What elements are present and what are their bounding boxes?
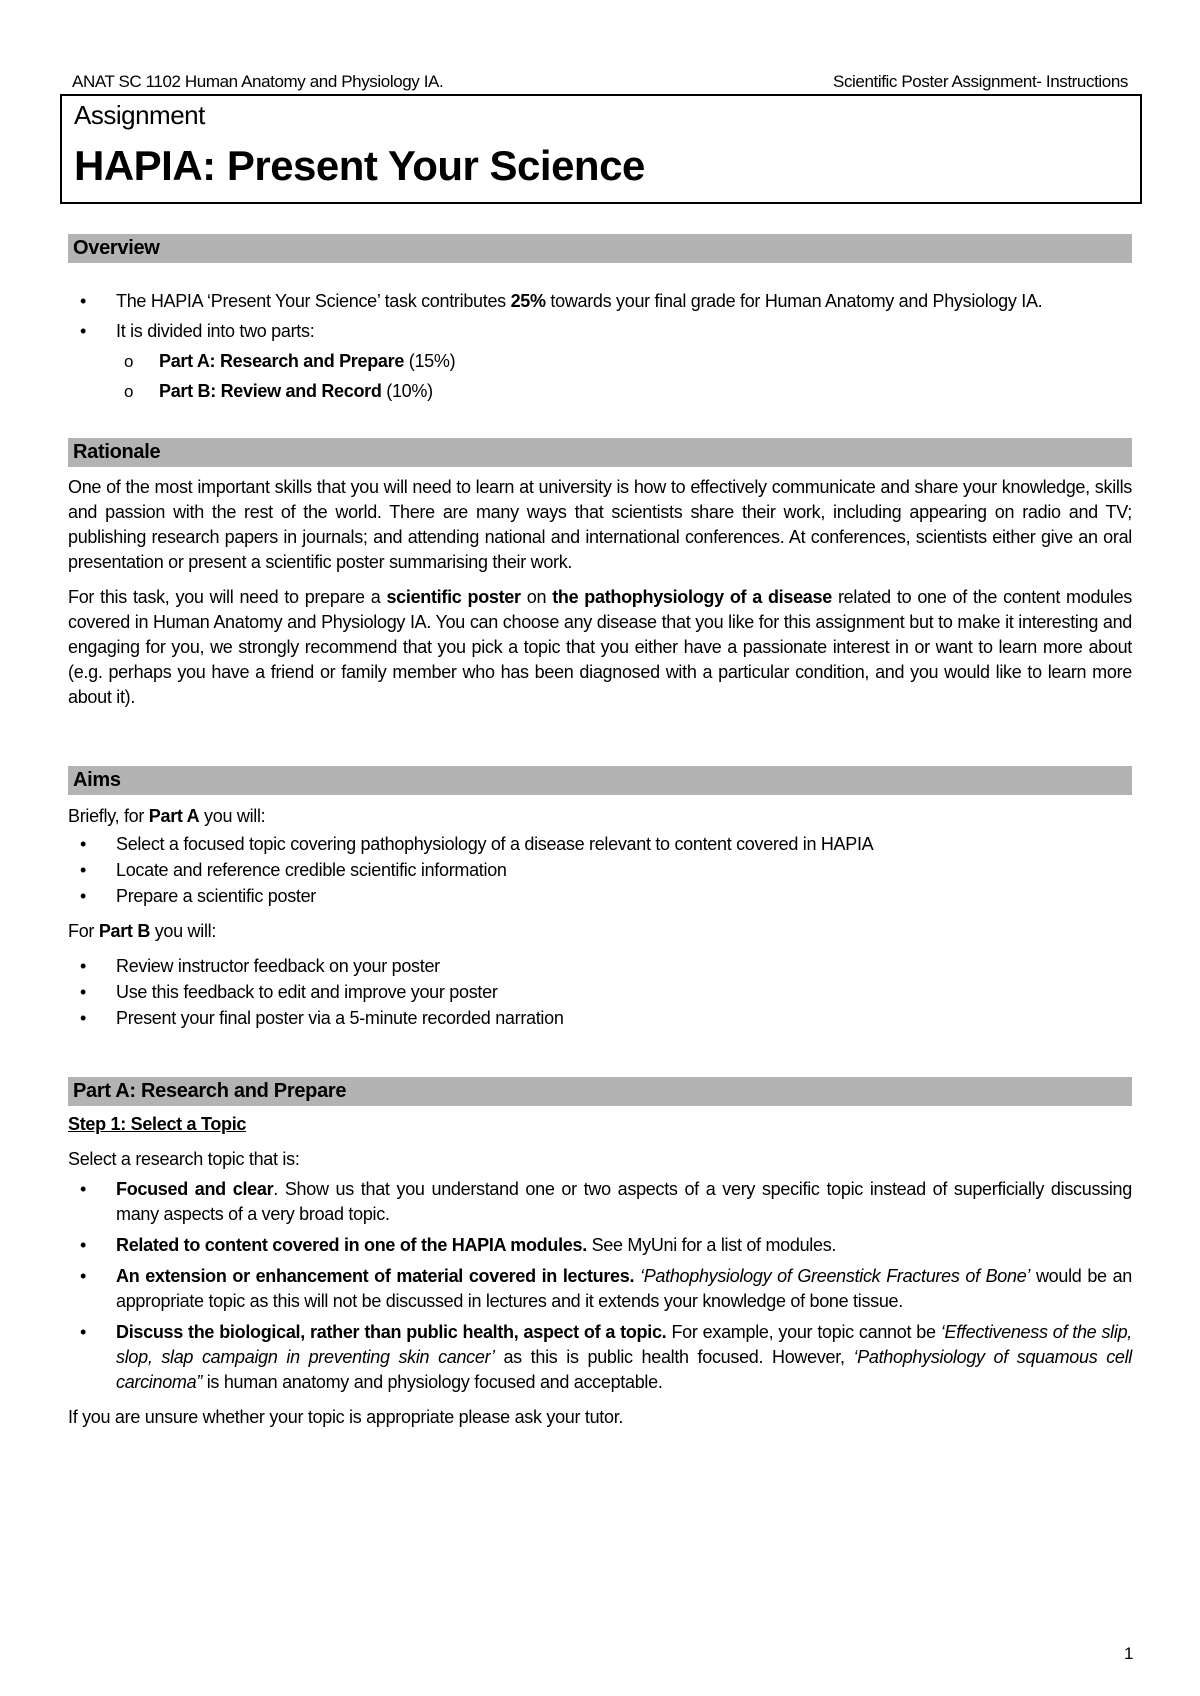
sublist-item: o Part B: Review and Record (10%) [68, 379, 1132, 404]
list-item: • The HAPIA ‘Present Your Science’ task contributes 25% towards your final grade for Human Anatomy and Physiology IA. [68, 289, 1132, 314]
parts-sublist [68, 349, 1132, 404]
main-content [68, 234, 1132, 1430]
section-heading-part-a: Part A: Research and Prepare [68, 1077, 1132, 1106]
list-item: • Use this feedback to edit and improve your poster [68, 980, 1132, 1005]
running-header [72, 72, 1128, 94]
title-box [60, 94, 1142, 204]
list-item: • Review instructor feedback on your poster [68, 954, 1132, 979]
list-item: • It is divided into two parts: [68, 319, 1132, 344]
aims-part-b-list [68, 954, 1132, 1031]
list-item: • Prepare a scientific poster [68, 884, 1132, 909]
rationale-paragraph-1: One of the most important skills that you will need to learn at university is how to effectively communicate and share your knowledge, skills and passion with the rest of the world. There are many ways that scientists share their work, including appearing on radio and TV; publishing research papers in journals; and attending national and international conferences. At conferences, scientists either give an oral presentation or present a scientific poster summarising their work. [68, 477, 1132, 572]
list-item: • Locate and reference credible scientific information [68, 858, 1132, 883]
aims-part-b-intro: For Part B you will: [68, 921, 217, 941]
header-course: ANAT SC 1102 Human Anatomy and Physiology IA. [72, 72, 444, 91]
title-kicker: Assignment [74, 100, 205, 130]
closing-note: If you are unsure whether your topic is appropriate please ask your tutor. [68, 1407, 624, 1427]
section-heading-overview: Overview [68, 234, 1132, 263]
header-doc-title: Scientific Poster Assignment- Instructions [833, 72, 1128, 91]
sublist-item: o Part A: Research and Prepare (15%) [68, 349, 1132, 374]
list-item: • Select a focused topic covering pathophysiology of a disease relevant to content covered in HAPIA [68, 832, 1132, 857]
list-item: • Discuss the biological, rather than public health, aspect of a topic. For example, your topic cannot be ‘Effectiveness of the slip, slop, slap campaign in preventing skin cancer’ as this is public health focused. However, ‘Pathophysiology of squamous cell carcinoma” is human anatomy and physiology focused and acceptable. [68, 1320, 1132, 1395]
aims-part-a-intro: Briefly, for Part A you will: [68, 806, 266, 826]
topic-criteria-list [68, 1177, 1132, 1395]
list-item: • Related to content covered in one of the HAPIA modules. See MyUni for a list of modules. [68, 1233, 1132, 1258]
list-item: • Present your final poster via a 5-minute recorded narration [68, 1006, 1132, 1031]
rationale-paragraph-2: For this task, you will need to prepare a scientific poster on the pathophysiology of a disease related to one of the content modules covered in Human Anatomy and Physiology IA. You can choose any disease that you like for this assignment but to make it interesting and engaging for you, we strongly recommend that you pick a topic that you either have a passionate interest in or want to learn more about (e.g. perhaps you have a friend or family member who has been diagnosed with a particular condition, and you would like to learn more about it). [68, 587, 1132, 707]
list-item: • An extension or enhancement of material covered in lectures. ‘Pathophysiology of Greenstick Fractures of Bone’ would be an appropriate topic as this will not be discussed in lectures and it extends your knowledge of bone tissue. [68, 1264, 1132, 1314]
aims-part-a-list [68, 832, 1132, 909]
page-title: HAPIA: Present Your Science [74, 142, 645, 189]
list-item: • Focused and clear. Show us that you understand one or two aspects of a very specific topic instead of superficially discussing many aspects of a very broad topic. [68, 1177, 1132, 1227]
section-heading-rationale: Rationale [68, 438, 1132, 467]
section-heading-aims: Aims [68, 766, 1132, 795]
page-number: 1 [1124, 1644, 1134, 1663]
step-1-intro: Select a research topic that is: [68, 1149, 300, 1169]
step-1-heading: Step 1: Select a Topic [68, 1114, 247, 1134]
overview-list [68, 289, 1132, 344]
